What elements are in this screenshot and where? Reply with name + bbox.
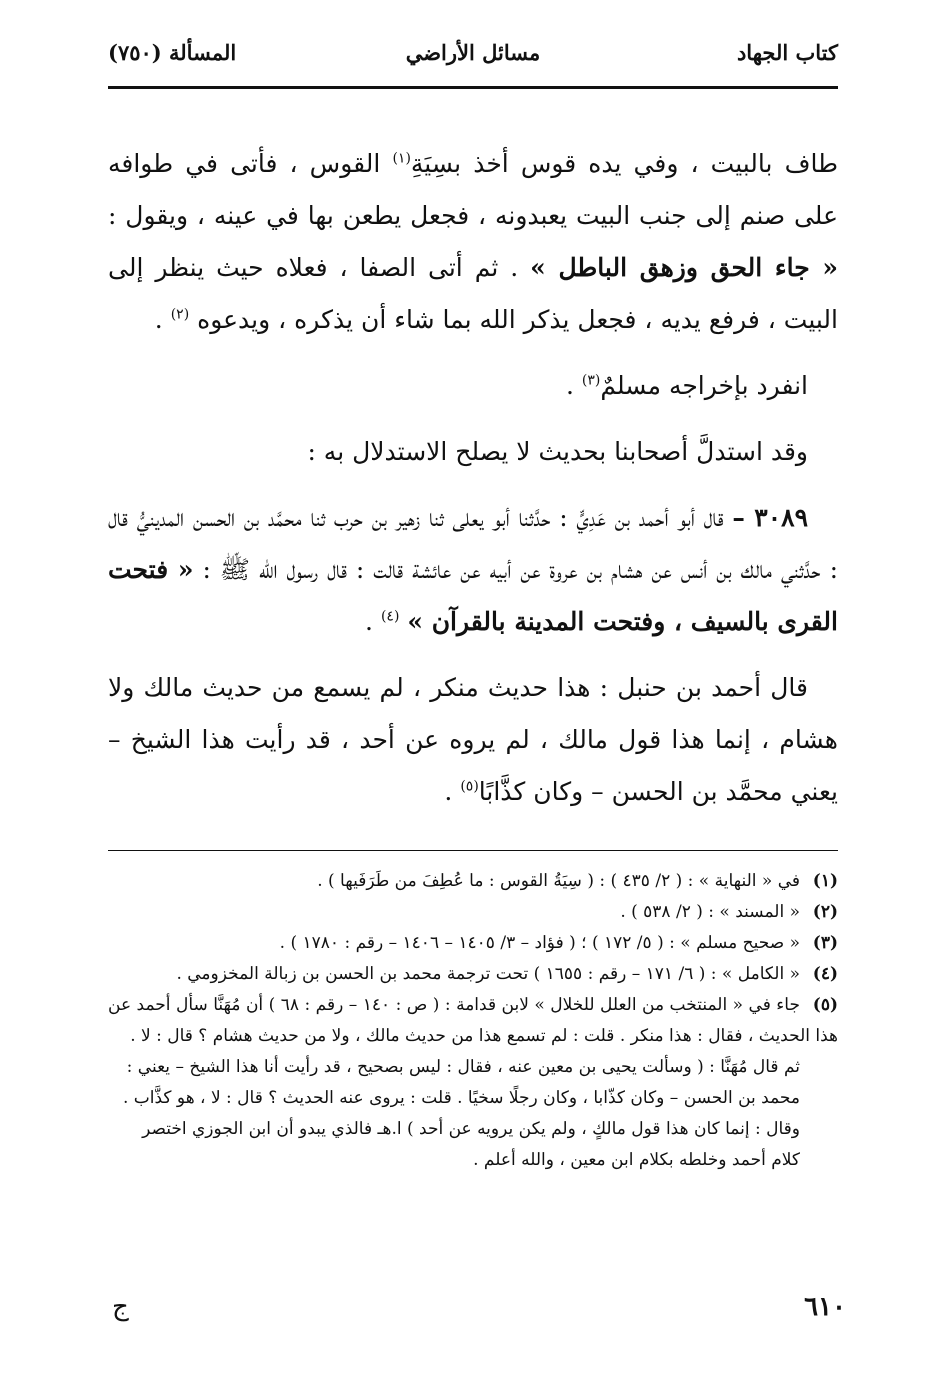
footnote-5: (٥)جاء في « المنتخب من العلل للخلال » لابن قدامة : ( ص : ١٤٠ – رقم : ٦٨ ) أن مُهَنَّا سأل أحمد عن هذا الحديث ، فقال : هذا منكر . قلت : لم تسمع هذا من حديث مالك ، ولا من حديث هشام ؟ قال : لا .: [108, 995, 838, 1046]
paragraph-3: [108, 426, 838, 478]
footnote-5-continuation: ثم قال مُهَنَّا : ( وسألت يحيى بن معين عنه ، فقال : ليس بصحيح ، قد رأيت أنا هذا الشيخ – يعني : محمد بن الحسن – وكان كذّابا ، وكان رجلًا سخيًا . قلت : يروى عنه الحديث ؟ قال : لا ، هو كذَّاب . وقال : إنما كان هذا قول مالكٍ ، ولم يكن يرويه عن أحد ) ا.هـ فالذي يبدو أن ابن الجوزي اختصر كلام أحمد وخلطه بكلام ابن معين ، والله أعلم .: [122, 1057, 800, 1170]
p4-end: .: [365, 607, 373, 636]
footnote-4: (٤)« الكامل » : ( ٦/ ١٧١ – رقم : ١٦٥٥ ) تحت ترجمة محمد بن الحسن بن زبالة المخزومي .: [176, 964, 838, 984]
p5-text: قال أحمد بن حنبل : هذا حديث منكر ، لم يسمع من حديث مالك ولا هشام ، إنما هذا قول مالك ، لم يروه عن أحد ، قد رأيت هذا الشيخ – يعني محمَّد بن الحسن – وكان كذَّابًا: [108, 673, 838, 806]
issue-number: المسألة (٧٥٠): [108, 40, 237, 65]
page-number: ٦١٠: [804, 1292, 846, 1322]
p3-text: وقد استدلَّ أصحابنا بحديث لا يصلح الاستدلال به :: [307, 437, 808, 466]
footnotes: [108, 866, 838, 1176]
p2-end: .: [566, 371, 574, 400]
running-header: [108, 40, 838, 80]
footnote-rule: [108, 850, 838, 851]
p1-quote: « جاء الحق وزهق الباطل »: [530, 253, 838, 282]
book-title: كتاب الجهاد: [736, 40, 838, 65]
p1-end: .: [154, 305, 163, 334]
p5-end: .: [444, 777, 453, 806]
p1-text-a: طاف بالبيت ، وفي يده قوس أخذ بسِيَةِ: [410, 149, 839, 178]
hadith-number: ٣٠٨٩ –: [732, 503, 808, 532]
footnote-1: (١)في « النهاية » : ( ٢/ ٤٣٥ ) : ( سِيَةُ القوس : ما عُطِفَ من طَرَفَيها ) .: [317, 871, 838, 891]
paragraph-2: [108, 360, 838, 412]
section-title: مسائل الأراضي: [405, 40, 541, 65]
footnote-ref-3: (٣): [581, 372, 601, 389]
p4-text-a: قال أبو أحمد بن عَدِيٍّ : حدَّثنا أبو يعلى ثنا زهير بن حرب ثنا محمَّد بن الحسن المدينيُّ قال : حدَّثني مالك بن أنس عن هشام بن عروة عن أبيه عن عائشة قالت : قال رسول الله ﷺ :: [108, 503, 839, 584]
footnote-ref-4: (٤): [380, 608, 400, 625]
p1-text-b: القوس ، فأتى في طوافه على صنم إلى جنب البيت يعبدونه ، فجعل يطعن بها في عينه ، ويقول :: [108, 149, 838, 230]
signature-mark: ج: [112, 1292, 129, 1322]
footnote-ref-1: (١): [392, 150, 411, 167]
footnote-3: (٣)« صحيح مسلم » : ( ٥/ ١٧٢ ) ؛ ( فؤاد – ٣/ ١٤٠٥ – ١٤٠٦ – رقم : ١٧٨٠ ) .: [279, 933, 838, 953]
footnote-ref-5: (٥): [460, 778, 479, 795]
p2-text: انفرد بإخراجه مسلمٌ: [600, 371, 808, 400]
header-rule: [108, 86, 838, 89]
footnote-2: (٢)« المسند » : ( ٢/ ٥٣٨ ) .: [620, 902, 838, 922]
paragraph-4: [108, 492, 838, 648]
main-text: [108, 138, 838, 818]
p1-text-c: . ثم أتى الصفا ، فعلاه حيث ينظر إلى البيت ، فرفع يديه ، فجعل يذكر الله بما شاء أن يذكره ، ويدعوه: [108, 253, 838, 334]
p4-quote: « فتحت القرى بالسيف ، وفتحت المدينة بالقرآن »: [108, 555, 838, 636]
paragraph-5: [108, 662, 838, 818]
footnote-ref-2: (٢): [170, 306, 190, 323]
paragraph-1: [108, 138, 838, 346]
